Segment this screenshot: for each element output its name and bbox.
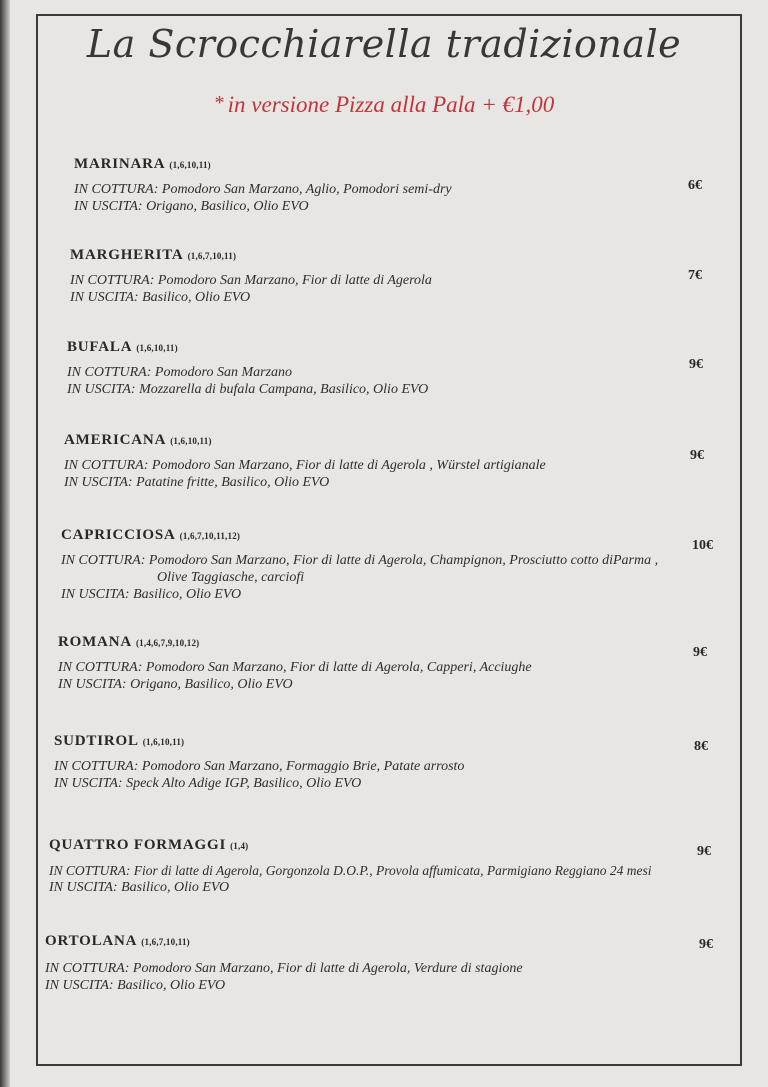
menu-item-margherita bbox=[70, 247, 432, 306]
item-uscita: IN USCITA: Basilico, Olio EVO bbox=[45, 978, 226, 993]
item-cottura: IN COTTURA: Pomodoro San Marzano, Fior di latte di Agerola, Capperi, Acciughe bbox=[58, 660, 532, 675]
item-price: 9€ bbox=[697, 844, 711, 859]
item-price: 9€ bbox=[699, 937, 713, 952]
item-uscita: IN USCITA: Origano, Basilico, Olio EVO bbox=[58, 677, 293, 692]
item-cottura-continued: Olive Taggiasche, carciofi bbox=[157, 570, 305, 585]
item-allergens: (1,6,10,11) bbox=[170, 436, 212, 446]
item-allergens: (1,4,6,7,9,10,12) bbox=[135, 638, 200, 648]
item-allergens: (1,4) bbox=[230, 841, 249, 851]
subtitle-text: in versione Pizza alla Pala + €1,00 bbox=[227, 92, 555, 117]
item-uscita: IN USCITA: Basilico, Olio EVO bbox=[49, 880, 230, 895]
item-allergens: (1,6,10,11) bbox=[136, 343, 178, 353]
item-price: 6€ bbox=[688, 178, 702, 193]
menu-item-quattro-formaggi bbox=[49, 837, 651, 896]
item-name: QUATTRO FORMAGGI bbox=[49, 837, 227, 853]
item-cottura: IN COTTURA: Pomodoro San Marzano, Fior di latte di Agerola , Würstel artigianale bbox=[64, 458, 546, 473]
item-uscita: IN USCITA: Origano, Basilico, Olio EVO bbox=[74, 199, 309, 214]
item-uscita: IN USCITA: Speck Alto Adige IGP, Basilico, Olio EVO bbox=[54, 776, 362, 791]
item-name: BUFALA bbox=[67, 339, 133, 355]
item-price: 9€ bbox=[693, 645, 707, 660]
menu-subtitle bbox=[0, 92, 768, 118]
menu-item-ortolana bbox=[45, 933, 523, 994]
item-name: MARINARA bbox=[74, 156, 166, 172]
item-uscita: IN USCITA: Mozzarella di bufala Campana, Basilico, Olio EVO bbox=[67, 382, 429, 397]
item-name: SUDTIROL bbox=[54, 733, 139, 749]
item-price: 10€ bbox=[692, 538, 713, 553]
item-price: 8€ bbox=[694, 739, 708, 754]
item-allergens: (1,6,7,10,11) bbox=[187, 251, 237, 261]
menu-item-capricciosa bbox=[61, 527, 658, 603]
item-allergens: (1,6,7,10,11,12) bbox=[179, 531, 241, 541]
menu-title: La Scrocchiarella tradizionale bbox=[86, 22, 682, 66]
item-name: ROMANA bbox=[58, 634, 132, 650]
item-cottura: IN COTTURA: Pomodoro San Marzano, Fior di latte di Agerola, Champignon, Prosciutto cotto diParma , bbox=[61, 553, 659, 568]
item-uscita: IN USCITA: Basilico, Olio EVO bbox=[70, 290, 251, 305]
item-allergens: (1,6,7,10,11) bbox=[141, 937, 190, 947]
item-uscita: IN USCITA: Patatine fritte, Basilico, Olio EVO bbox=[64, 475, 330, 490]
item-allergens: (1,6,10,11) bbox=[169, 160, 211, 170]
item-name: ORTOLANA bbox=[45, 933, 138, 949]
item-name: AMERICANA bbox=[64, 432, 167, 448]
subtitle-star: * bbox=[213, 92, 224, 114]
item-cottura: IN COTTURA: Fior di latte di Agerola, Gorgonzola D.O.P., Provola affumicata, Parmigiano Reggiano 24 mesi bbox=[49, 863, 652, 878]
item-name: MARGHERITA bbox=[70, 247, 184, 263]
item-price: 9€ bbox=[690, 448, 704, 463]
menu-item-americana bbox=[64, 432, 546, 491]
menu-item-marinara bbox=[74, 156, 452, 215]
item-cottura: IN COTTURA: Pomodoro San Marzano, Aglio, Pomodori semi-dry bbox=[74, 182, 452, 197]
item-cottura: IN COTTURA: Pomodoro San Marzano, Formaggio Brie, Patate arrosto bbox=[54, 759, 465, 774]
item-cottura: IN COTTURA: Pomodoro San Marzano bbox=[67, 365, 293, 380]
page-shadow-edge bbox=[0, 0, 10, 1087]
item-allergens: (1,6,10,11) bbox=[142, 737, 185, 747]
item-cottura: IN COTTURA: Pomodoro San Marzano, Fior di latte di Agerola bbox=[70, 273, 432, 288]
item-price: 9€ bbox=[689, 357, 703, 372]
item-name: CAPRICCIOSA bbox=[61, 527, 176, 543]
item-cottura: IN COTTURA: Pomodoro San Marzano, Fior di latte di Agerola, Verdure di stagione bbox=[45, 961, 523, 976]
item-uscita: IN USCITA: Basilico, Olio EVO bbox=[61, 587, 242, 602]
menu-item-bufala bbox=[67, 339, 428, 398]
item-price: 7€ bbox=[688, 268, 702, 283]
menu-item-romana bbox=[58, 634, 532, 693]
menu-item-sudtirol bbox=[54, 733, 464, 792]
